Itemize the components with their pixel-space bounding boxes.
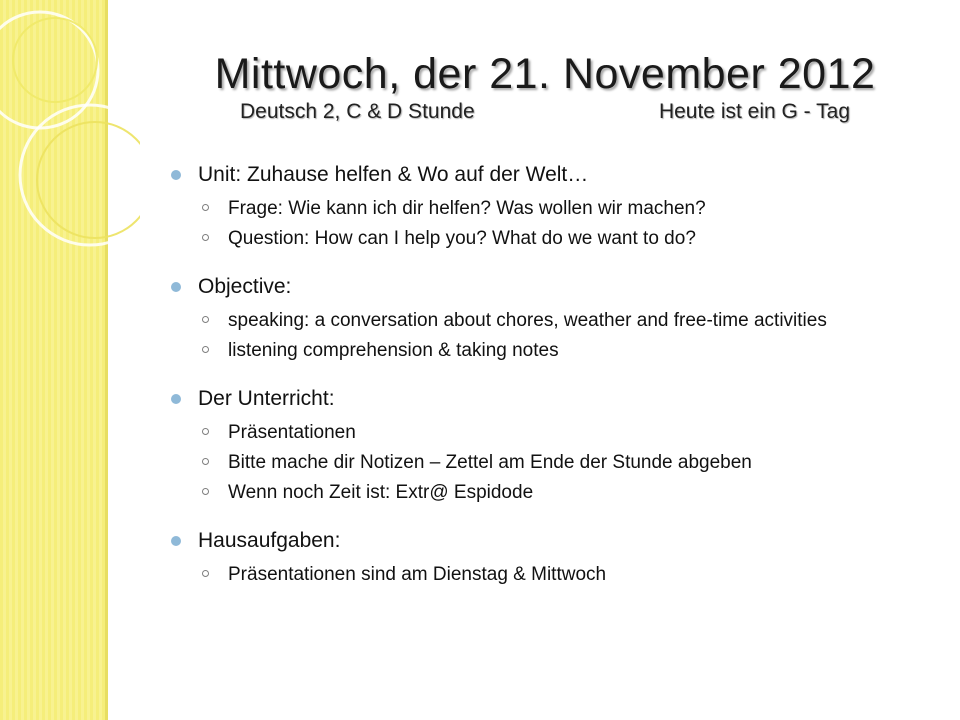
bullet-text: Hausaufgaben:	[198, 529, 341, 552]
sub-bullet-text: Bitte mache dir Notizen – Zettel am Ende der Stunde abgeben	[228, 452, 752, 473]
sub-bullet-ring-icon	[202, 346, 209, 353]
bullet-text: Unit: Zuhause helfen & Wo auf der Welt…	[198, 163, 589, 186]
sub-bullet	[168, 340, 928, 362]
sub-bullet-text: listening comprehension & taking notes	[228, 340, 559, 361]
slide-content	[168, 160, 928, 608]
bullet-unterricht	[168, 384, 928, 414]
sub-bullet-ring-icon	[202, 204, 209, 211]
sub-bullet-text: Question: How can I help you? What do we want to do?	[228, 228, 696, 249]
bullet-dot-icon	[171, 536, 181, 546]
section-unit	[168, 160, 928, 250]
sub-bullet-text: speaking: a conversation about chores, weather and free-time activities	[228, 310, 827, 331]
sub-bullet-text: Präsentationen	[228, 422, 356, 443]
sub-bullet-ring-icon	[202, 316, 209, 323]
bullet-objective	[168, 272, 928, 302]
bullet-dot-icon	[171, 170, 181, 180]
sub-bullet	[168, 564, 928, 586]
subtitle-day: Heute ist ein G - Tag	[658, 100, 850, 123]
bullet-dot-icon	[171, 282, 181, 292]
decorative-side-band	[0, 0, 108, 720]
bullet-unit	[168, 160, 928, 190]
sub-bullet-ring-icon	[202, 234, 209, 241]
title-block	[150, 50, 940, 99]
sub-bullet-text: Präsentationen sind am Dienstag & Mittwoch	[228, 564, 607, 585]
sub-bullet-ring-icon	[202, 488, 209, 495]
bullet-text: Der Unterricht:	[198, 387, 335, 410]
sub-bullet-ring-icon	[202, 570, 209, 577]
sub-bullet-text: Frage: Wie kann ich dir helfen? Was wollen wir machen?	[228, 198, 706, 219]
sub-bullet-text: Wenn noch Zeit ist: Extr@ Espidode	[228, 482, 534, 503]
slide-title: Mittwoch, der 21. November 2012	[214, 50, 876, 98]
subtitle-course: Deutsch 2, C & D Stunde	[240, 100, 475, 123]
sub-bullet	[168, 198, 928, 220]
sub-bullet	[168, 482, 928, 504]
bullet-dot-icon	[171, 394, 181, 404]
bullet-hausaufgaben	[168, 526, 928, 556]
sub-bullet	[168, 422, 928, 444]
sub-bullet	[168, 452, 928, 474]
section-hausaufgaben	[168, 526, 928, 586]
sub-bullet	[168, 310, 928, 332]
bullet-text: Objective:	[198, 275, 292, 298]
section-unterricht	[168, 384, 928, 504]
sub-bullet-ring-icon	[202, 458, 209, 465]
sub-bullet	[168, 228, 928, 250]
section-objective	[168, 272, 928, 362]
decorative-circles	[0, 0, 140, 320]
sub-bullet-ring-icon	[202, 428, 209, 435]
